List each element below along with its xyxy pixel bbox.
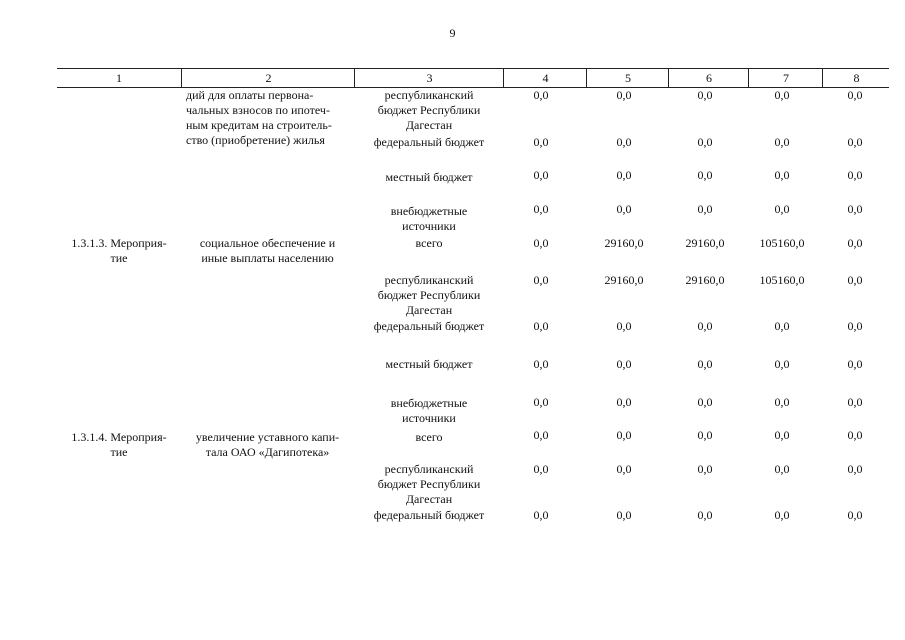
header-col-3: 3 [354,69,504,87]
value-cell: 0,0 [533,202,549,216]
source-label: внебюджетные источники [390,204,468,233]
measure-description: увеличение уставного капи- тала ОАО «Дагипотека» [195,430,340,459]
source-label: федеральный бюджет [373,135,485,149]
value-cell: 0,0 [533,88,549,102]
value-cell: 0,0 [533,168,549,182]
value-cell: 0,0 [847,273,863,287]
value-cell: 0,0 [774,135,790,149]
value-cell: 0,0 [616,202,632,216]
value-cell: 0,0 [697,508,713,522]
value-cell: 0,0 [697,462,713,476]
page-number: 9 [449,26,456,40]
value-cell: 0,0 [533,428,549,442]
value-cell: 0,0 [847,88,863,102]
value-cell: 0,0 [697,88,713,102]
header-col-2: 2 [181,69,355,87]
value-cell: 0,0 [616,319,632,333]
source-label: местный бюджет [385,170,473,184]
value-cell: 105160,0 [759,273,805,287]
value-cell: 0,0 [616,395,632,409]
value-cell: 0,0 [697,428,713,442]
value-cell: 0,0 [847,168,863,182]
source-label: местный бюджет [385,357,473,371]
value-cell: 0,0 [616,428,632,442]
value-cell: 0,0 [697,135,713,149]
value-cell: 0,0 [533,135,549,149]
header-col-4: 4 [503,69,587,87]
cont-description: дий для оплаты первона- чальных взносов по ипотеч- ным кредитам на строитель- ство (приобретение) жилья [186,88,332,147]
source-label: всего [415,236,443,250]
value-cell: 0,0 [533,395,549,409]
measure-code: 1.3.1.4. Мероприя- тие [71,430,167,459]
value-cell: 0,0 [774,428,790,442]
measure-code: 1.3.1.3. Мероприя- тие [71,236,167,265]
value-cell: 0,0 [697,395,713,409]
value-cell: 0,0 [774,357,790,371]
value-cell: 0,0 [616,135,632,149]
value-cell: 0,0 [533,462,549,476]
value-cell: 0,0 [847,357,863,371]
table-header [57,68,889,88]
value-cell: 0,0 [616,462,632,476]
source-label: республиканский бюджет Республики Дагестан [377,273,481,317]
value-cell: 0,0 [774,88,790,102]
value-cell: 29160,0 [685,273,725,287]
value-cell: 0,0 [774,462,790,476]
value-cell: 0,0 [533,236,549,250]
value-cell: 0,0 [697,319,713,333]
value-cell: 0,0 [847,135,863,149]
value-cell: 0,0 [774,508,790,522]
value-cell: 0,0 [616,88,632,102]
value-cell: 0,0 [847,395,863,409]
value-cell: 105160,0 [759,236,805,250]
value-cell: 0,0 [847,202,863,216]
header-col-5: 5 [586,69,669,87]
value-cell: 0,0 [533,357,549,371]
value-cell: 29160,0 [685,236,725,250]
source-label: федеральный бюджет [373,508,485,522]
value-cell: 0,0 [533,319,549,333]
header-col-8: 8 [822,69,890,87]
value-cell: 0,0 [847,319,863,333]
source-label: федеральный бюджет [373,319,485,333]
value-cell: 0,0 [616,168,632,182]
value-cell: 0,0 [616,357,632,371]
measure-description: социальное обеспечение и иные выплаты населению [199,236,336,265]
value-cell: 29160,0 [604,273,644,287]
value-cell: 0,0 [847,236,863,250]
value-cell: 0,0 [847,508,863,522]
value-cell: 0,0 [533,508,549,522]
source-label: всего [415,430,443,444]
value-cell: 0,0 [697,168,713,182]
value-cell: 0,0 [847,428,863,442]
value-cell: 0,0 [616,508,632,522]
value-cell: 0,0 [774,168,790,182]
value-cell: 0,0 [774,395,790,409]
source-label: республиканский бюджет Республики Дагестан [377,462,481,506]
value-cell: 29160,0 [604,236,644,250]
source-label: внебюджетные источники [390,396,468,425]
value-cell: 0,0 [697,357,713,371]
value-cell: 0,0 [774,202,790,216]
value-cell: 0,0 [697,202,713,216]
value-cell: 0,0 [847,462,863,476]
header-col-1: 1 [116,71,122,85]
value-cell: 0,0 [774,319,790,333]
header-col-7: 7 [748,69,823,87]
header-col-6: 6 [668,69,749,87]
value-cell: 0,0 [533,273,549,287]
source-label: республиканский бюджет Республики Дагестан [377,88,481,132]
